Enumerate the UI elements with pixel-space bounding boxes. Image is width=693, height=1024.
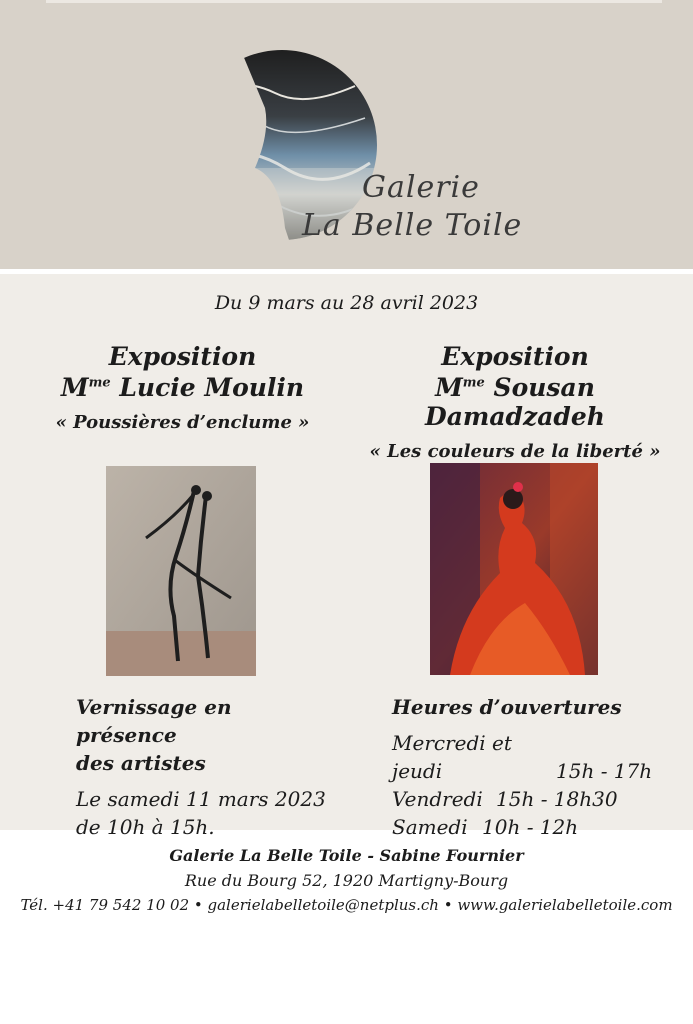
left-artist-name: [40, 373, 325, 402]
hours-day: Mercredi et jeudi: [392, 731, 512, 783]
hours-time: 15h - 18h30: [496, 787, 618, 811]
vernissage-title-line2: des artistes: [76, 751, 206, 775]
opening-hours-title: Heures d’ouvertures: [392, 695, 622, 719]
left-exhibition-subtitle: « Poussières d’enclume »: [55, 412, 310, 433]
hours-row: [392, 729, 682, 785]
header-band: [0, 0, 693, 269]
vernissage-date: Le samedi 11 mars 2023: [76, 787, 326, 811]
logo-text-la-belle-toile: La Belle Toile: [302, 208, 523, 243]
right-artist-name: [355, 373, 675, 431]
left-exposition-heading: Exposition: [108, 342, 257, 371]
sculpture-photo: [106, 466, 256, 676]
vernissage-title-line1: Vernissage en présence: [76, 695, 232, 747]
left-artist-prefix-sup: me: [88, 375, 111, 391]
header-top-line: [46, 0, 662, 3]
flamenco-painting: [430, 463, 598, 675]
hours-row: [392, 813, 682, 841]
vernissage-time: de 10h à 15h.: [76, 815, 215, 839]
hours-day: Vendredi: [392, 787, 483, 811]
footer-address: Rue du Bourg 52, 1920 Martigny-Bourg: [184, 871, 509, 890]
right-exhibition-header: [355, 342, 675, 462]
right-artist-prefix: M: [435, 373, 463, 402]
right-exhibition-subtitle: « Les couleurs de la liberté »: [369, 441, 661, 462]
hours-time: 10h - 12h: [482, 815, 579, 839]
right-exposition-heading: Exposition: [441, 342, 589, 371]
left-artist-prefix: M: [60, 373, 89, 402]
exhibition-dates: Du 9 mars au 28 avril 2023: [214, 292, 479, 314]
left-exhibition-header: [40, 342, 325, 433]
vernissage-info: [76, 693, 336, 841]
hours-row: [392, 785, 682, 813]
footer-contact: Tél. +41 79 542 10 02 • galerielabelletoile@netplus.ch • www.galerielabelletoile.com: [20, 896, 673, 914]
footer-gallery-name: Galerie La Belle Toile - Sabine Fournier: [169, 846, 524, 865]
hours-time: 15h - 17h: [556, 759, 653, 783]
logo-text-galerie: Galerie: [362, 170, 480, 205]
right-artist-prefix-sup: me: [462, 375, 485, 391]
opening-hours: [392, 693, 682, 841]
right-artist-name-text: Sousan Damadzadeh: [425, 373, 605, 431]
hours-day: Samedi: [392, 815, 468, 839]
left-artist-name-text: Lucie Moulin: [110, 373, 305, 402]
